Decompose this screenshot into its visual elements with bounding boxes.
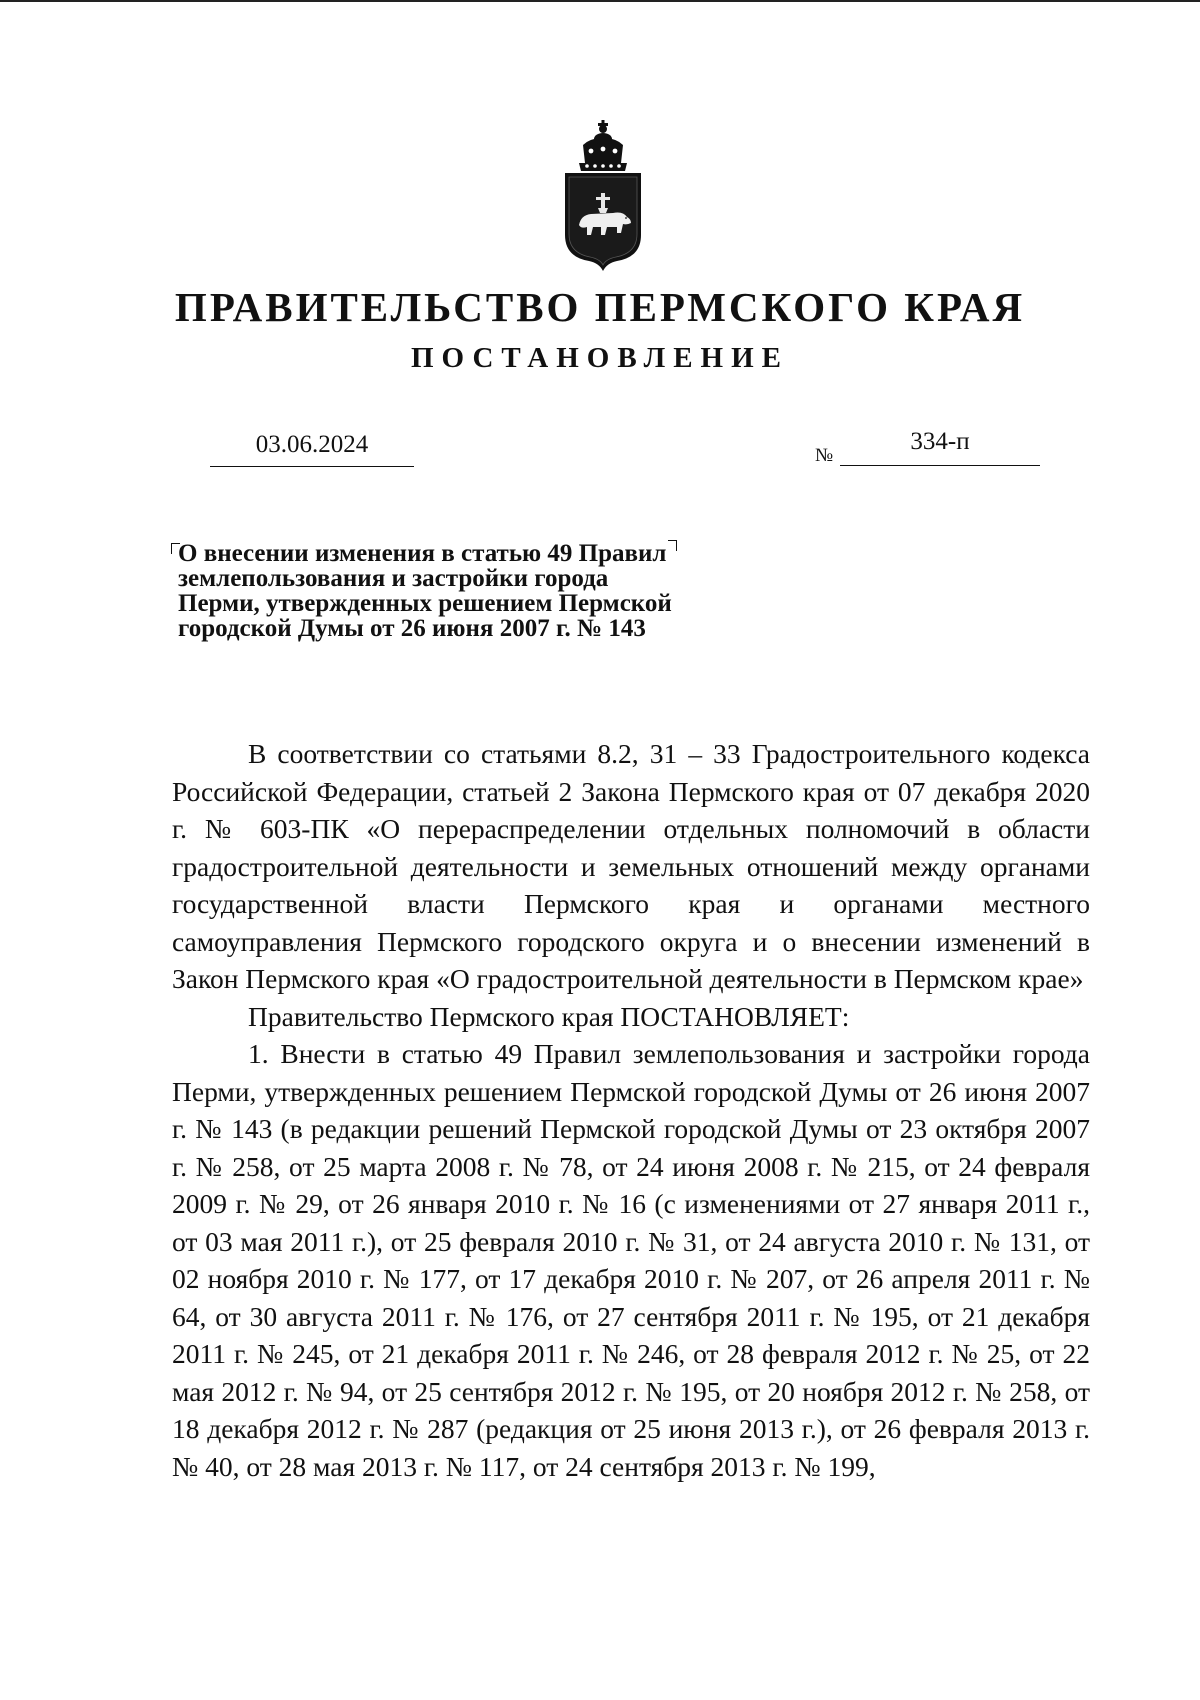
document-type: ПОСТАНОВЛЕНИЕ xyxy=(410,342,789,374)
document-subject xyxy=(178,541,758,641)
government-title: ПРАВИТЕЛЬСТВО ПЕРМСКОГО КРАЯ xyxy=(174,284,1026,330)
subject-line: городской Думы от 26 июня 2007 г. № 143 xyxy=(178,615,646,642)
subject-line: О внесении изменения в статью 49 Правил xyxy=(178,540,667,567)
preamble-paragraph: В соответствии со статьями 8.2, 31 – 33 Градостроительного кодекса Российской Федерации, статьей 2 Закона Пермского края от 07 декабря 2020 г. № 603-ПК «О перераспределении отдельных полномочий в области градостроительной деятельности и земельных отношений между органами государственной власти Пермского края и органами местного самоуправления Пермского городского округа и о внесении изменений в Закон Пермского края «О градостроительной деятельности в Пермском крае» xyxy=(172,738,1090,994)
document-date: 03.06.2024 xyxy=(210,425,414,467)
subject-line: землепользования и застройки города xyxy=(178,565,609,592)
subject-line: Перми, утвержденных решением Пермской xyxy=(178,590,672,617)
document-number: 334-п xyxy=(840,422,1040,466)
document-body xyxy=(172,735,1090,1485)
clause-1-paragraph: 1. Внести в статью 49 Правил землепользования и застройки города Перми, утвержденных решением Пермской городской Думы от 26 июня 2007 г. № 143 (в редакции решений Пермской городской Думы от 23 октября 2007 г. № 258, от 25 марта 2008 г. № 78, от 24 июня 2008 г. № 215, от 24 февраля 2009 г. № 29, от 26 января 2010 г. № 16 (с изменениями от 27 января 2011 г., от 03 мая 2011 г.), от 25 февраля 2010 г. № 31, от 24 августа 2010 г. № 131, от 02 ноября 2010 г. № 177, от 17 декабря 2010 г. № 207, от 26 апреля 2011 г. № 64, от 30 августа 2011 г. № 176, от 27 сентября 2011 г. № 195, от 21 декабря 2011 г. № 245, от 21 декабря 2011 г. № 246, от 28 февраля 2012 г. № 25, от 22 мая 2012 г. № 94, от 25 сентября 2012 г. № 195, от 20 ноября 2012 г. № 258, от 18 декабря 2012 г. № 287 (редакция от 25 июня 2013 г.), от 26 февраля 2013 г. № 40, от 28 мая 2013 г. № 117, от 24 сентября 2013 г. № 199, xyxy=(172,1038,1090,1482)
scan-top-edge xyxy=(0,0,1200,2)
resolution-paragraph: Правительство Пермского края ПОСТАНОВЛЯЕТ: xyxy=(248,1000,850,1032)
coat-of-arms-icon xyxy=(555,115,651,275)
number-sign: № xyxy=(815,445,834,466)
